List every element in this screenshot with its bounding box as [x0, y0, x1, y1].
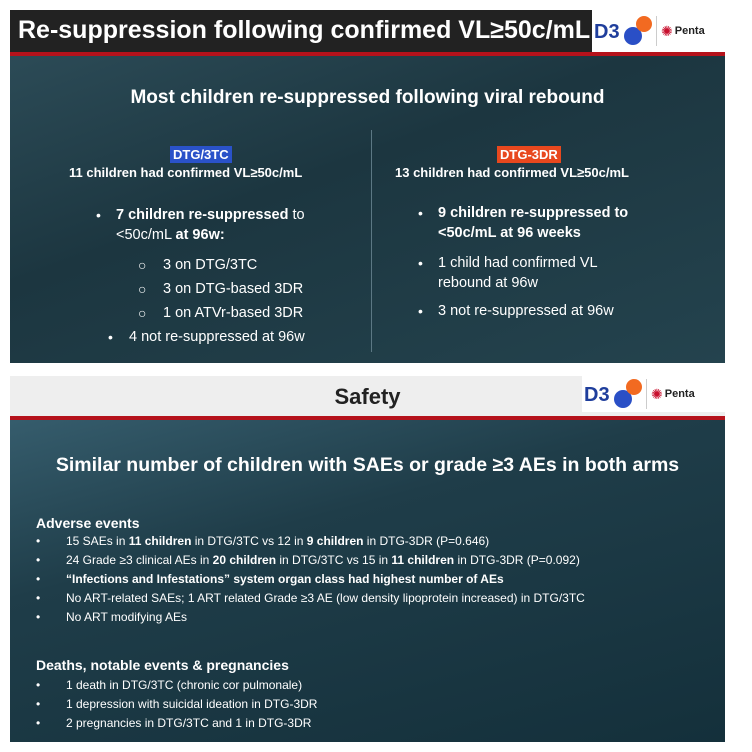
penta-star-icon: ✺ — [651, 385, 663, 402]
left-bullet-2: 4 not re-suppressed at 96w — [129, 329, 305, 345]
penta-logo: ✺ Penta — [646, 379, 695, 409]
left-bullet-1: 7 children re-suppressed to <50c/mL at 96w: — [116, 207, 305, 243]
left-sub-item-2: 3 on DTG-based 3DR — [163, 281, 304, 297]
slide-resuppression — [10, 10, 725, 363]
section-heading-deaths: Deaths, notable events & pregnancies — [36, 657, 289, 673]
bullet-icon: • — [418, 255, 423, 271]
arm-label-dtg-3tc: DTG/3TC — [170, 146, 232, 163]
column-divider — [371, 130, 372, 352]
right-bullet-2: 1 child had confirmed VL rebound at 96w — [438, 255, 598, 291]
arm-header-left: 11 children had confirmed VL≥50c/mL — [69, 165, 303, 180]
list-item: • 24 Grade ≥3 clinical AEs in 20 children in DTG/3TC vs 15 in 11 children in DTG-3DR (P=0.092) — [36, 553, 580, 567]
right-bullet-3: 3 not re-suppressed at 96w — [438, 303, 614, 319]
list-item: • 1 depression with suicidal ideation in DTG-3DR — [36, 697, 318, 711]
left-sub-item-1: 3 on DTG/3TC — [163, 257, 258, 273]
logo-area — [582, 376, 725, 412]
right-bullet-1: 9 children re-suppressed to <50c/mL at 96 weeks — [438, 205, 629, 241]
penta-star-icon: ✺ — [661, 22, 673, 39]
d3-logo: D3 — [582, 377, 646, 411]
header-red-bar — [10, 52, 725, 56]
bullet-icon: • — [418, 303, 423, 319]
header-red-bar — [10, 416, 725, 420]
arm-label-dtg-3dr: DTG-3DR — [497, 146, 561, 163]
arm-header-right: 13 children had confirmed VL≥50c/mL — [395, 165, 629, 180]
slide-subtitle: Most children re-suppressed following viral rebound — [130, 87, 605, 108]
bullet-icon: • — [418, 205, 423, 221]
slide-safety — [10, 376, 725, 742]
logo-area — [592, 10, 725, 52]
circle-bullet-icon: ○ — [138, 305, 147, 321]
slide-title: Re-suppression following confirmed VL≥50c/mL — [18, 16, 591, 44]
circle-bullet-icon: ○ — [138, 257, 147, 273]
list-item: • No ART modifying AEs — [36, 610, 187, 624]
left-sub-item-3: 1 on ATVr-based 3DR — [163, 305, 304, 321]
bullet-icon: • — [108, 329, 113, 345]
section-heading-adverse-events: Adverse events — [36, 515, 140, 531]
bullet-icon: • — [96, 207, 101, 223]
d3-logo: D3 — [592, 14, 656, 48]
list-item: • 15 SAEs in 11 children in DTG/3TC vs 12 in 9 children in DTG-3DR (P=0.646) — [36, 534, 490, 548]
slide-subtitle: Similar number of children with SAEs or grade ≥3 AEs in both arms — [55, 454, 680, 476]
list-item: • No ART-related SAEs; 1 ART related Grade ≥3 AE (low density lipoprotein increased) in DTG/3TC — [36, 591, 585, 605]
circle-bullet-icon: ○ — [138, 281, 147, 297]
penta-logo: ✺ Penta — [656, 16, 705, 46]
list-item: • 2 pregnancies in DTG/3TC and 1 in DTG-3DR — [36, 716, 312, 730]
list-item: • 1 death in DTG/3TC (chronic cor pulmonale) — [36, 678, 303, 692]
slide-title: Safety — [334, 384, 401, 409]
list-item: • “Infections and Infestations” system organ class had highest number of AEs — [36, 572, 504, 586]
